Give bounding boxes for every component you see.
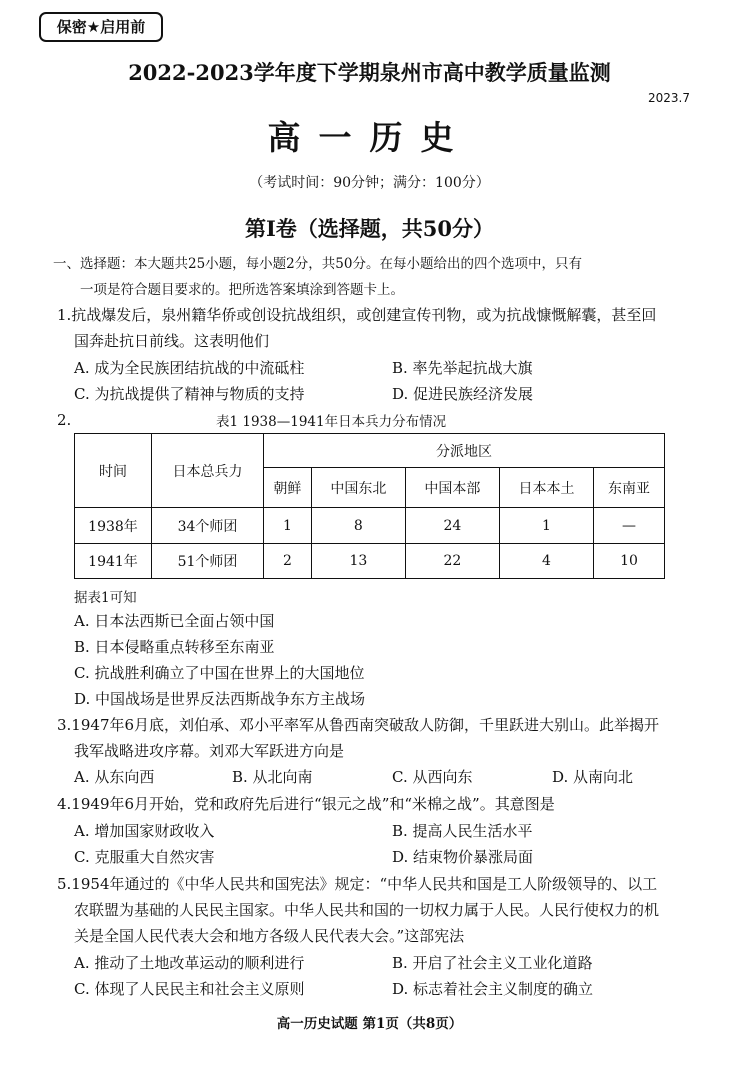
table-header-region: 中国东北 — [311, 468, 405, 508]
q1-stem-line-1: 1.抗战爆发后，泉州籍华侨或创设抗战组织，或创建宣传刊物，或为抗战慷慨解囊，甚至回 — [57, 306, 657, 324]
q2-lead: 据表1可知 — [74, 590, 137, 606]
page-footer: 高一历史试题 第1页（共8页） — [276, 1016, 463, 1032]
table-header-region: 日本本土 — [499, 468, 593, 508]
table-header-region: 东南亚 — [593, 468, 664, 508]
table-header-total: 日本总兵力 — [152, 434, 264, 508]
exam-date: 2023.7 — [648, 91, 690, 105]
confidential-stamp: 保密★启用前 — [39, 12, 163, 42]
q5-option-d: D. 标志着社会主义制度的确立 — [392, 980, 594, 998]
q5-stem-line-3: 关是全国人民代表大会和地方各级人民代表大会。”这部宪法 — [74, 927, 465, 945]
troop-distribution-table — [74, 433, 665, 579]
table-cell: 13 — [311, 544, 405, 579]
table-cell-year: 1941年 — [75, 544, 152, 579]
q3-option-b: B. 从北向南 — [232, 768, 313, 786]
table-cell: 1 — [264, 508, 312, 544]
q5-option-a: A. 推动了土地改革运动的顺利进行 — [74, 954, 305, 972]
q2-option-a: A. 日本法西斯已全面占领中国 — [74, 612, 275, 630]
table-header-region: 朝鲜 — [264, 468, 312, 508]
q5-stem-line-2: 农联盟为基础的人民民主国家。中华人民共和国的一切权力属于人民。人民行使权力的机 — [74, 901, 660, 919]
q5-option-b: B. 开启了社会主义工业化道路 — [392, 954, 593, 972]
table-cell-total: 51个师团 — [152, 544, 264, 579]
q1-option-a: A. 成为全民族团结抗战的中流砥柱 — [74, 359, 305, 377]
q3-option-c: C. 从西向东 — [392, 768, 473, 786]
instructions-line-1: 一、选择题：本大题共25小题，每小题2分，共50分。在每小题给出的四个选项中，只有 — [53, 256, 582, 272]
table-header-time: 时间 — [75, 434, 152, 508]
table-cell: 8 — [311, 508, 405, 544]
table-header-regions: 分派地区 — [264, 434, 665, 468]
q5-option-c: C. 体现了人民民主和社会主义原则 — [74, 980, 305, 998]
table-cell: 22 — [405, 544, 499, 579]
table-row — [75, 544, 665, 579]
instructions-line-2: 一项是符合题目要求的。把所选答案填涂到答题卡上。 — [80, 282, 404, 298]
q2-number: 2. — [57, 411, 72, 429]
q3-stem-line-2: 我军战略进攻序幕。刘邓大军跃进方向是 — [74, 742, 345, 760]
q4-option-d: D. 结束物价暴涨局面 — [392, 848, 534, 866]
table-header-region: 中国本部 — [405, 468, 499, 508]
q3-option-d: D. 从南向北 — [552, 768, 634, 786]
table-cell: 10 — [593, 544, 664, 579]
q1-option-d: D. 促进民族经济发展 — [392, 385, 534, 403]
exam-info: （考试时间：90分钟；满分：100分） — [249, 175, 490, 191]
q1-stem-line-2: 国奔赴抗日前线。这表明他们 — [74, 332, 270, 350]
table-cell: 4 — [499, 544, 593, 579]
q4-stem: 4.1949年6月开始，党和政府先后进行“银元之战”和“米棉之战”。其意图是 — [57, 795, 555, 813]
table-cell: 2 — [264, 544, 312, 579]
q3-option-a: A. 从东向西 — [74, 768, 155, 786]
q3-stem-line-1: 3.1947年6月底，刘伯承、邓小平率军从鲁西南突破敌人防御，千里跃进大别山。此举揭开 — [57, 716, 660, 734]
table-cell: 1 — [499, 508, 593, 544]
q4-option-b: B. 提高人民生活水平 — [392, 822, 533, 840]
section-title: 第Ⅰ卷（选择题，共50分） — [244, 216, 495, 241]
table-cell: — — [593, 508, 664, 544]
table-cell: 24 — [405, 508, 499, 544]
q4-option-c: C. 克服重大自然灾害 — [74, 848, 215, 866]
subject-title: 高一历史 — [267, 118, 472, 157]
q4-option-a: A. 增加国家财政收入 — [74, 822, 215, 840]
q2-option-d: D. 中国战场是世界反法西斯战争东方主战场 — [74, 690, 366, 708]
q2-option-b: B. 日本侵略重点转移至东南亚 — [74, 638, 275, 656]
q1-option-b: B. 率先举起抗战大旗 — [392, 359, 533, 377]
q5-stem-line-1: 5.1954年通过的《中华人民共和国宪法》规定：“中华人民共和国是工人阶级领导的、以工 — [57, 875, 658, 893]
q1-option-c: C. 为抗战提供了精神与物质的支持 — [74, 385, 305, 403]
table-cell-year: 1938年 — [75, 508, 152, 544]
table-cell-total: 34个师团 — [152, 508, 264, 544]
table-caption: 表1 1938—1941年日本兵力分布情况 — [216, 414, 447, 430]
exam-title: 2022-2023学年度下学期泉州市高中教学质量监测 — [128, 60, 611, 85]
q2-option-c: C. 抗战胜利确立了中国在世界上的大国地位 — [74, 664, 365, 682]
table-row — [75, 508, 665, 544]
